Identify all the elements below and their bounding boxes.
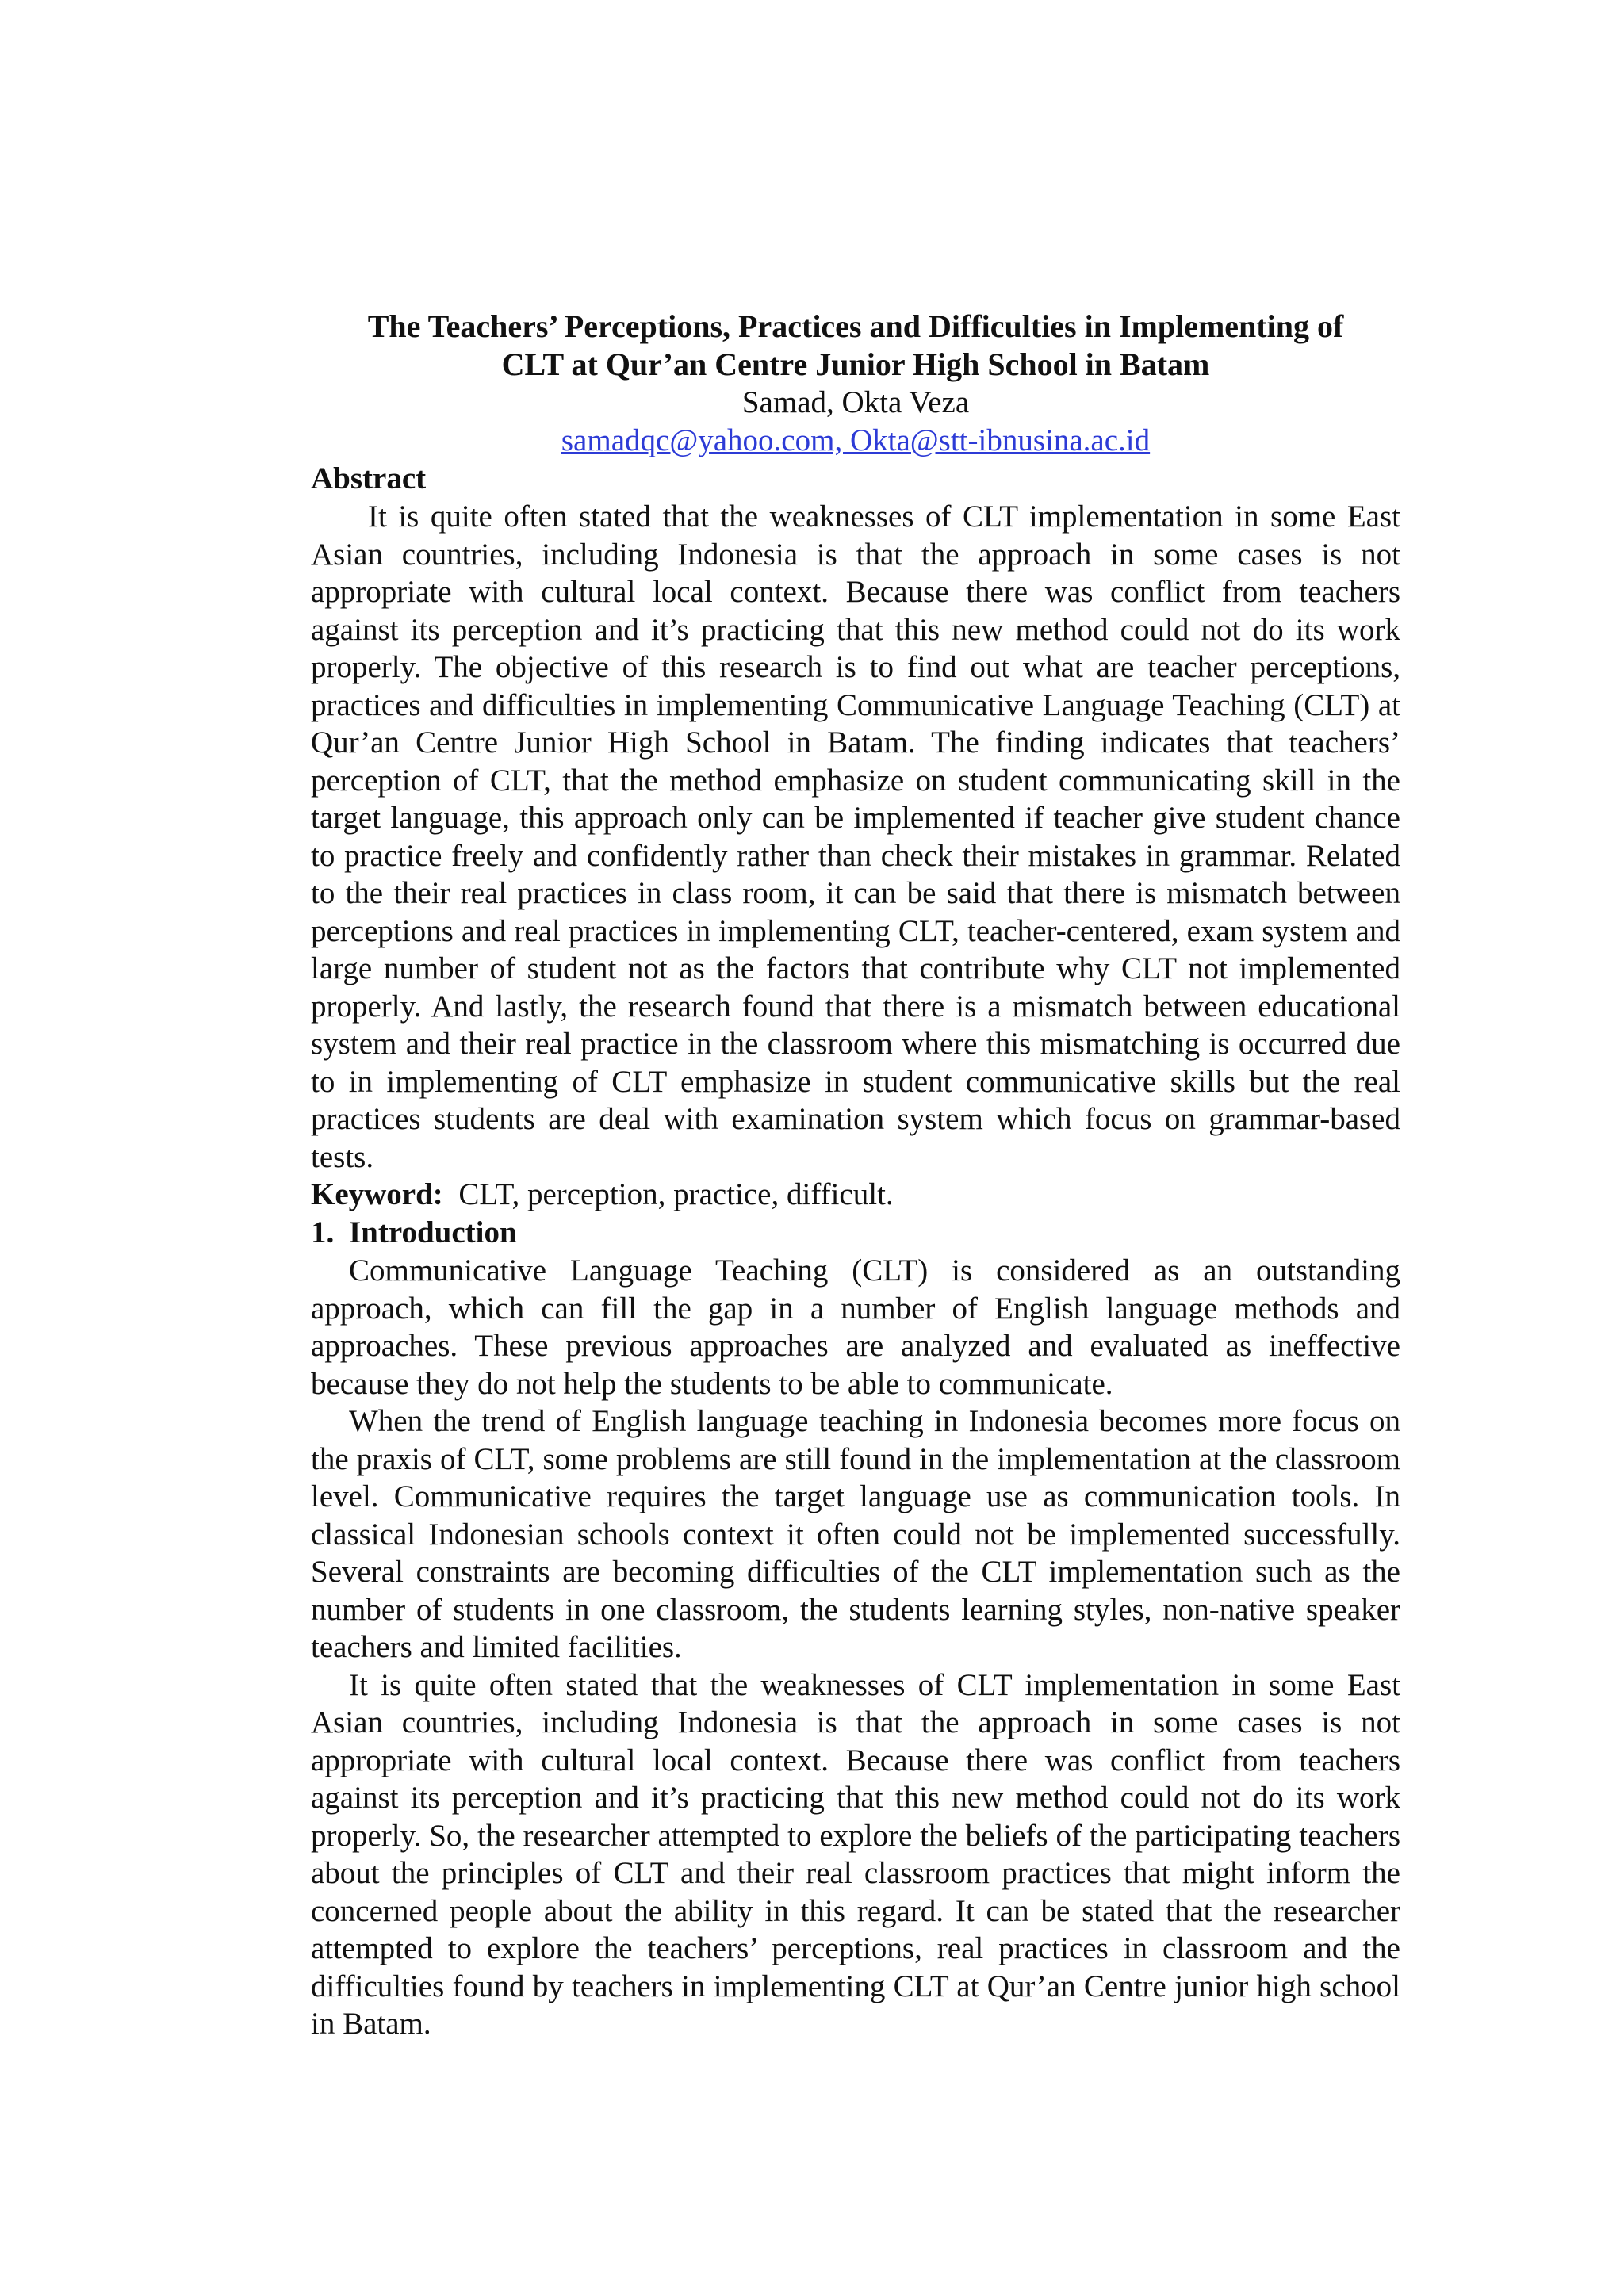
paper-page — [311, 308, 1400, 2043]
keywords-line — [311, 1176, 1400, 1214]
section-title: Introduction — [349, 1215, 517, 1249]
keywords-text: CLT, perception, practice, difficult. — [458, 1177, 894, 1211]
introduction-heading — [311, 1214, 1400, 1252]
section-number: 1. — [311, 1215, 335, 1249]
paper-authors: Samad, Okta Veza — [741, 385, 970, 419]
paper-title-line-2: CLT at Qur’an Centre Junior High School in Batam — [501, 346, 1210, 382]
keywords-label: Keyword: — [311, 1177, 443, 1211]
intro-paragraph-2: When the trend of English language teaching in Indonesia becomes more focus on the praxis of CLT, some problems are still found in the implementation at the classroom level. Communicative requires the target language use as communication tools. In classical Indonesian schools context it often could not be implemented successfully. Several constraints are becoming difficulties of the CLT implementation such as the number of students in one classroom, the students learning styles, non-native speaker teachers and limited facilities. — [311, 1404, 1400, 1664]
intro-paragraph-1: Communicative Language Teaching (CLT) is considered as an outstanding approach, which can fill the gap in a number of English language methods and approaches. These previous approaches are analyzed and evaluated as ineffective because they do not help the students to be able to communicate. — [311, 1253, 1400, 1401]
paper-title-line-1: The Teachers’ Perceptions, Practices and Difficulties in Implementing of — [367, 308, 1344, 344]
author-emails-link[interactable]: samadqc@yahoo.com, Okta@stt-ibnusina.ac.id — [561, 423, 1151, 457]
author-emails — [311, 422, 1400, 460]
intro-paragraph-3: It is quite often stated that the weaknesses of CLT implementation in some East Asian countries, including Indonesia is that the approach in some cases is not appropriate with cultural local context. Because there was conflict from teachers against its perception and it’s practicing that this new method could not do its work properly. So, the researcher attempted to explore the beliefs of the participating teachers about the principles of CLT and their real classroom practices that might inform the concerned people about the ability in this regard. It can be stated that the researcher attempted to explore the teachers’ perceptions, real practices in classroom and the difficulties found by teachers in implementing CLT at Qur’an Centre junior high school in Batam. — [311, 1667, 1400, 2041]
abstract-heading: Abstract — [311, 461, 427, 496]
abstract-text: It is quite often stated that the weaknesses of CLT implementation in some East Asian countries, including Indonesia is that the approach in some cases is not appropriate with cultural local context. Because there was conflict from teachers against its perception and it’s practicing that this new method could not do its work properly. The objective of this research is to find out what are teacher perceptions, practices and difficulties in implementing Communicative Language Teaching (CLT) at Qur’an Centre Junior High School in Batam. The finding indicates that teachers’ perception of CLT, that the method emphasize on student communicating skill in the target language, this approach only can be implemented if teacher give student chance to practice freely and confidently rather than check their mistakes in grammar. Related to the their real practices in class room, it can be said that there is mismatch between perceptions and real practices in implementing CLT, teacher-centered, exam system and large number of student not as the factors that contribute why CLT not implemented properly. And lastly, the research found that there is a mismatch between educational system and their real practice in the classroom where this mismatching is occurred due to in implementing of CLT emphasize in student communicative skills but the real practices students are deal with examination system which focus on grammar-based tests. — [311, 499, 1400, 1174]
